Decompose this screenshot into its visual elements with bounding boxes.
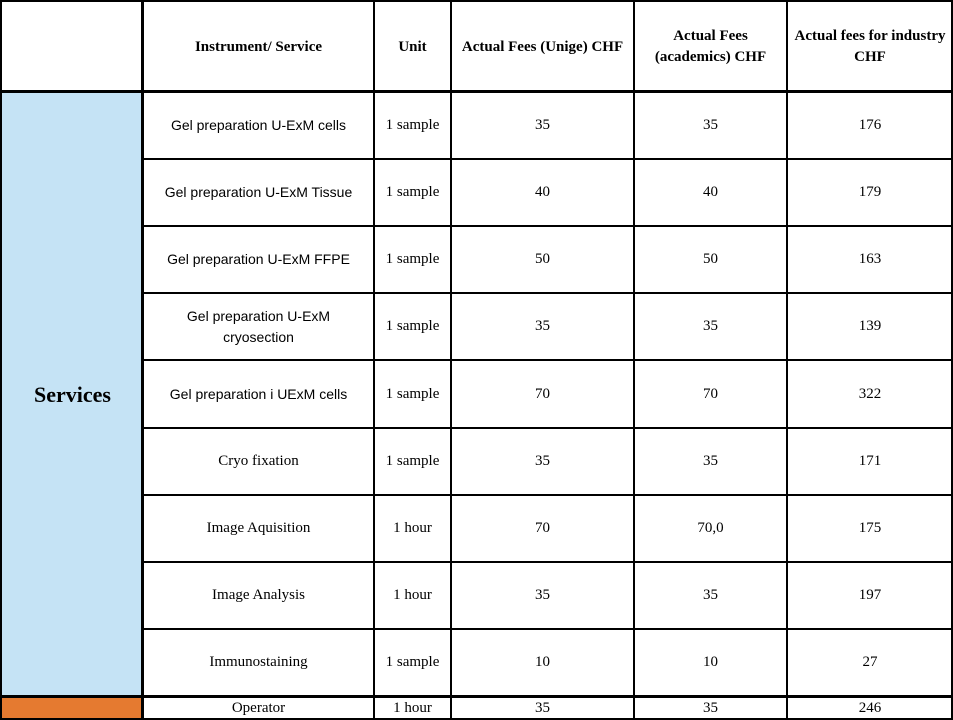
- table-row-academics: 35: [703, 318, 718, 334]
- operator-row-unige: 35: [535, 700, 550, 716]
- table-row-service: Image Analysis: [212, 587, 305, 603]
- table-row-unige: 35: [535, 117, 550, 133]
- header-instrument: Instrument/ Service: [194, 38, 323, 55]
- table-border-left: [0, 0, 2, 720]
- table-row-industry: 163: [858, 251, 882, 267]
- table-row-unige: 10: [535, 654, 550, 670]
- table-row-unige: 35: [535, 587, 550, 603]
- table-rule: [142, 427, 953, 429]
- table-row-unige: 70: [535, 385, 550, 402]
- table-rule: [142, 561, 953, 563]
- table-row-academics: 10: [703, 654, 718, 670]
- table-row-academics: 70: [703, 385, 718, 402]
- header-fees-academics: Actual Fees (academics) CHF: [654, 28, 767, 65]
- table-column-rule: [141, 0, 144, 720]
- table-column-rule: [786, 0, 788, 720]
- header-fees-unige: Actual Fees (Unige) CHF: [461, 38, 624, 55]
- table-row-industry: 175: [858, 520, 882, 536]
- table-row-service: Image Aquisition: [206, 520, 311, 536]
- table-row-unige: 50: [535, 251, 550, 267]
- table-column-rule: [373, 0, 375, 720]
- table-row-industry: 197: [858, 587, 882, 603]
- services-group-label: Services: [34, 381, 111, 407]
- table-row-unit: 1 sample: [385, 251, 440, 267]
- table-row-service: Gel preparation i UExM cells: [169, 385, 348, 402]
- table-row-service: Cryo fixation: [218, 453, 299, 469]
- table-row-unige: 70: [535, 520, 550, 536]
- table-column-rule: [450, 0, 452, 720]
- table-row-unit: 1 sample: [385, 318, 440, 334]
- table-row-academics: 50: [703, 251, 718, 267]
- table-rule: [142, 494, 953, 496]
- table-row-academics: 70,0: [697, 520, 724, 536]
- table-row-academics: 35: [703, 587, 718, 603]
- operator-row-service: Operator: [231, 700, 286, 716]
- table-row-industry: 139: [858, 318, 882, 334]
- table-rule: [142, 628, 953, 630]
- table-row-industry: 179: [858, 184, 882, 200]
- table-row-industry: 27: [862, 654, 878, 670]
- operator-group-fill: [2, 697, 143, 718]
- header-fees-industry: Actual fees for industry CHF: [794, 28, 946, 65]
- table-row-academics: 35: [703, 453, 718, 469]
- table-row-industry: 176: [858, 117, 882, 133]
- table-rule: [142, 359, 953, 361]
- table-row-unit: 1 sample: [385, 654, 440, 670]
- table-row-unit: 1 sample: [385, 184, 440, 200]
- table-row-unige: 35: [535, 318, 550, 334]
- table-rule: [142, 292, 953, 294]
- table-row-unige: 35: [535, 453, 550, 469]
- table-row-unit: 1 hour: [393, 520, 432, 536]
- table-row-service: Gel preparation U-ExM FFPE: [167, 251, 350, 267]
- table-row-unit: 1 sample: [385, 385, 440, 402]
- table-row-unit: 1 hour: [393, 587, 432, 603]
- table-row-unit: 1 sample: [385, 117, 440, 133]
- table-row-unit: 1 sample: [385, 453, 440, 469]
- table-row-industry: 322: [858, 385, 882, 402]
- table-row-industry: 171: [858, 453, 882, 469]
- table-row-service: Gel preparation U-ExM Tissue: [164, 184, 353, 200]
- table-row-service: Gel preparation U-ExM cryosection: [186, 307, 331, 345]
- table-row-unige: 40: [535, 184, 550, 200]
- operator-row-industry: 246: [858, 700, 882, 716]
- table-row-service: Immunostaining: [209, 654, 308, 670]
- operator-row-academics: 35: [703, 700, 718, 716]
- table-row-academics: 35: [703, 117, 718, 133]
- table-row-service: Gel preparation U-ExM cells: [170, 117, 347, 133]
- operator-row-unit: 1 hour: [393, 700, 432, 716]
- table-rule: [142, 158, 953, 160]
- table-row-academics: 40: [703, 184, 718, 200]
- table-rule: [142, 225, 953, 227]
- header-unit: Unit: [398, 38, 427, 55]
- table-column-rule: [633, 0, 635, 720]
